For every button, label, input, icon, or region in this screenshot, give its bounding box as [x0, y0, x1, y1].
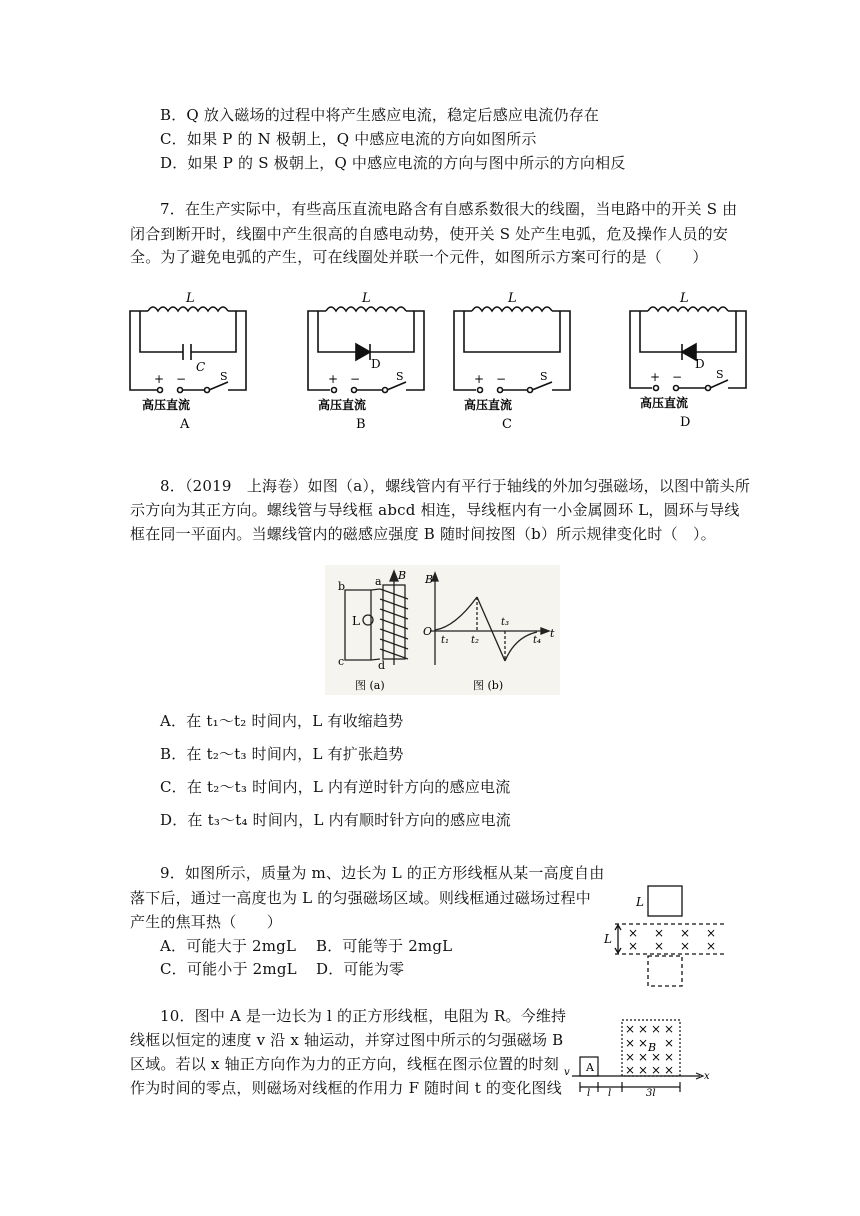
q9-option-b: B．可能等于 2mgL: [316, 937, 453, 955]
svg-text:×: ×: [651, 1050, 662, 1064]
circuit-b-plus: +: [328, 372, 339, 386]
circuit-a-plus: +: [154, 372, 165, 386]
circuit-c-letter: C: [502, 417, 512, 432]
q10-frame-label: A: [586, 1061, 594, 1074]
q10-stem-line-3: 区域。若以 x 轴正方向作为力的正方向，线框在图示位置的时刻: [130, 1055, 559, 1073]
q8-fig-b-t4: t₄: [533, 635, 542, 646]
circuit-a-supply-label: 高压直流: [142, 398, 191, 412]
circuit-b-supply-label: 高压直流: [318, 398, 367, 412]
svg-text:×: ×: [680, 939, 691, 953]
q8-fig-b-origin-label: O: [423, 625, 433, 638]
q10-dim-l-2: l: [608, 1088, 612, 1099]
q8-stem-line-2: 示方向为其正方向。螺线管与导线框 abcd 相连，导线框内有一小金属圆环 L，圆环与导线: [130, 501, 740, 519]
circuit-d-letter: D: [680, 415, 691, 430]
q8-option-a: A．在 t₁～t₂ 时间内，L 有收缩趋势: [160, 712, 404, 730]
q8-fig-b-caption: 图 (b): [473, 679, 504, 692]
q8-fig-b-x-axis-label: t: [550, 627, 555, 640]
q8-fig-a-ring-label: L: [352, 614, 360, 628]
svg-text:×: ×: [706, 939, 717, 953]
q10-figure: [560, 1015, 720, 1100]
q10-x-axis-label: x: [704, 1071, 710, 1082]
q8-fig-b-t3: t₃: [501, 617, 510, 628]
circuit-d: [630, 307, 746, 391]
q6-option-d: D．如果 P 的 S 极朝上，Q 中感应电流的方向与图中所示的方向相反: [160, 154, 626, 172]
q10-dim-l-1: l: [587, 1088, 591, 1099]
q7-stem-line-2: 闭合到断开时，线圈中产生很高的自感电动势，使开关 S 处产生电弧，危及操作人员的安: [130, 225, 729, 243]
circuit-a-element-label: C: [196, 360, 206, 374]
q8-fig-b-t1: t₁: [441, 635, 450, 646]
svg-text:×: ×: [651, 1022, 662, 1036]
q10-stem-line-4: 作为时间的零点，则磁场对线框的作用力 F 随时间 t 的变化图线: [130, 1079, 562, 1097]
circuit-b: [308, 307, 424, 393]
svg-text:×: ×: [638, 1022, 649, 1036]
q9-fig-height-label: L: [604, 932, 612, 946]
circuit-d-element-label: D: [695, 357, 705, 371]
svg-text:×: ×: [664, 1022, 675, 1036]
q7-circuit-diagrams: [0, 280, 860, 440]
q9-fig-side-label: L: [636, 895, 644, 909]
svg-text:×: ×: [625, 1063, 636, 1077]
q8-fig-a-field-label: B: [398, 569, 407, 582]
q10-velocity-label: v: [564, 1067, 570, 1078]
q9-option-d: D．可能为零: [316, 960, 405, 978]
q8-fig-b-t2: t₂: [471, 635, 480, 646]
circuit-a-switch-label: S: [220, 370, 228, 383]
circuit-d-supply-label: 高压直流: [640, 396, 689, 410]
svg-text:×: ×: [664, 1036, 675, 1050]
circuit-b-coil-label: L: [362, 291, 371, 306]
q9-option-a: A．可能大于 2mgL: [160, 937, 297, 955]
q8-stem-line-1: 8．（2019 上海卷）如图（a），螺线管内有平行于轴线的外加匀强磁场，以图中箭头所: [160, 477, 751, 495]
svg-text:×: ×: [638, 1063, 649, 1077]
circuit-c-coil-label: L: [508, 291, 517, 306]
q7-stem-line-3: 全。为了避免电弧的产生，可在线圈处并联一个元件，如图所示方案可行的是（ ）: [130, 248, 708, 266]
q8-option-b: B．在 t₂～t₃ 时间内，L 有扩张趋势: [160, 745, 404, 763]
svg-text:×: ×: [638, 1050, 649, 1064]
q6-option-c: C．如果 P 的 N 极朝上，Q 中感应电流的方向如图所示: [160, 130, 537, 148]
circuit-a-letter: A: [180, 417, 190, 432]
q8-fig-a-label-a: a: [375, 575, 382, 588]
q8-option-d: D．在 t₃～t₄ 时间内，L 内有顺时针方向的感应电流: [160, 811, 511, 829]
circuit-c-minus: −: [496, 372, 507, 386]
svg-text:×: ×: [638, 1036, 649, 1050]
circuit-d-coil-label: L: [680, 291, 689, 306]
svg-text:×: ×: [654, 926, 665, 940]
q9-stem-line-1: 9．如图所示，质量为 m、边长为 L 的正方形线框从某一高度自由: [160, 864, 605, 882]
q7-stem-line-1: 7．在生产实际中，有些高压直流电路含有自感系数很大的线圈，当电路中的开关 S 由: [160, 200, 738, 218]
q8-fig-b-y-axis-label: B: [425, 573, 434, 586]
svg-text:×: ×: [664, 1063, 675, 1077]
circuit-d-minus: −: [672, 370, 683, 384]
svg-text:×: ×: [628, 926, 639, 940]
q8-fig-a-caption: 图 (a): [355, 679, 385, 692]
q9-option-c: C．可能小于 2mgL: [160, 960, 297, 978]
q9-field-crosses: [628, 926, 716, 953]
q10-stem-line-2: 线框以恒定的速度 v 沿 x 轴运动，并穿过图中所示的匀强磁场 B: [130, 1031, 564, 1049]
svg-text:×: ×: [628, 939, 639, 953]
circuit-b-element-label: D: [371, 357, 381, 371]
circuit-b-switch-label: S: [396, 370, 404, 383]
svg-text:×: ×: [625, 1036, 636, 1050]
q9-stem-line-2: 落下后，通过一高度也为 L 的匀强磁场区域。则线框通过磁场过程中: [130, 889, 591, 907]
q8-stem-line-3: 框在同一平面内。当螺线管内的磁感应强度 B 随时间按图（b）所示规律变化时（ ）。: [130, 525, 716, 543]
circuit-c: [454, 307, 570, 393]
circuit-d-switch-label: S: [716, 368, 724, 381]
circuit-c-switch-label: S: [540, 370, 548, 383]
circuit-b-minus: −: [350, 372, 361, 386]
circuit-c-supply-label: 高压直流: [464, 398, 513, 412]
circuit-a-coil-label: L: [186, 291, 195, 306]
svg-text:×: ×: [625, 1050, 636, 1064]
svg-text:×: ×: [680, 926, 691, 940]
q6-option-b: B．Q 放入磁场的过程中将产生感应电流，稳定后感应电流仍存在: [160, 106, 600, 124]
q9-figure: [600, 880, 730, 992]
q10-stem-line-1: 10．图中 A 是一边长为 l 的正方形线框，电阻为 R。今维持: [160, 1007, 567, 1025]
svg-text:×: ×: [654, 939, 665, 953]
svg-text:×: ×: [625, 1022, 636, 1036]
svg-text:×: ×: [706, 926, 717, 940]
circuit-b-letter: B: [356, 417, 366, 432]
circuit-d-plus: +: [650, 370, 661, 384]
q8-fig-a-label-b: b: [338, 580, 346, 593]
q10-dim-3l: 3l: [646, 1088, 656, 1099]
circuit-a-minus: −: [176, 372, 187, 386]
q8-fig-a-label-d: d: [378, 659, 386, 672]
circuit-a: [130, 307, 246, 393]
q8-figures: [325, 565, 560, 695]
svg-text:×: ×: [651, 1063, 662, 1077]
q8-option-c: C．在 t₂～t₃ 时间内，L 内有逆时针方向的感应电流: [160, 778, 511, 796]
svg-text:×: ×: [664, 1050, 675, 1064]
q10-field-label: B: [648, 1041, 657, 1054]
q9-stem-line-3: 产生的焦耳热（ ）: [130, 913, 283, 931]
q8-fig-a-label-c: c: [338, 655, 345, 668]
circuit-c-plus: +: [474, 372, 485, 386]
